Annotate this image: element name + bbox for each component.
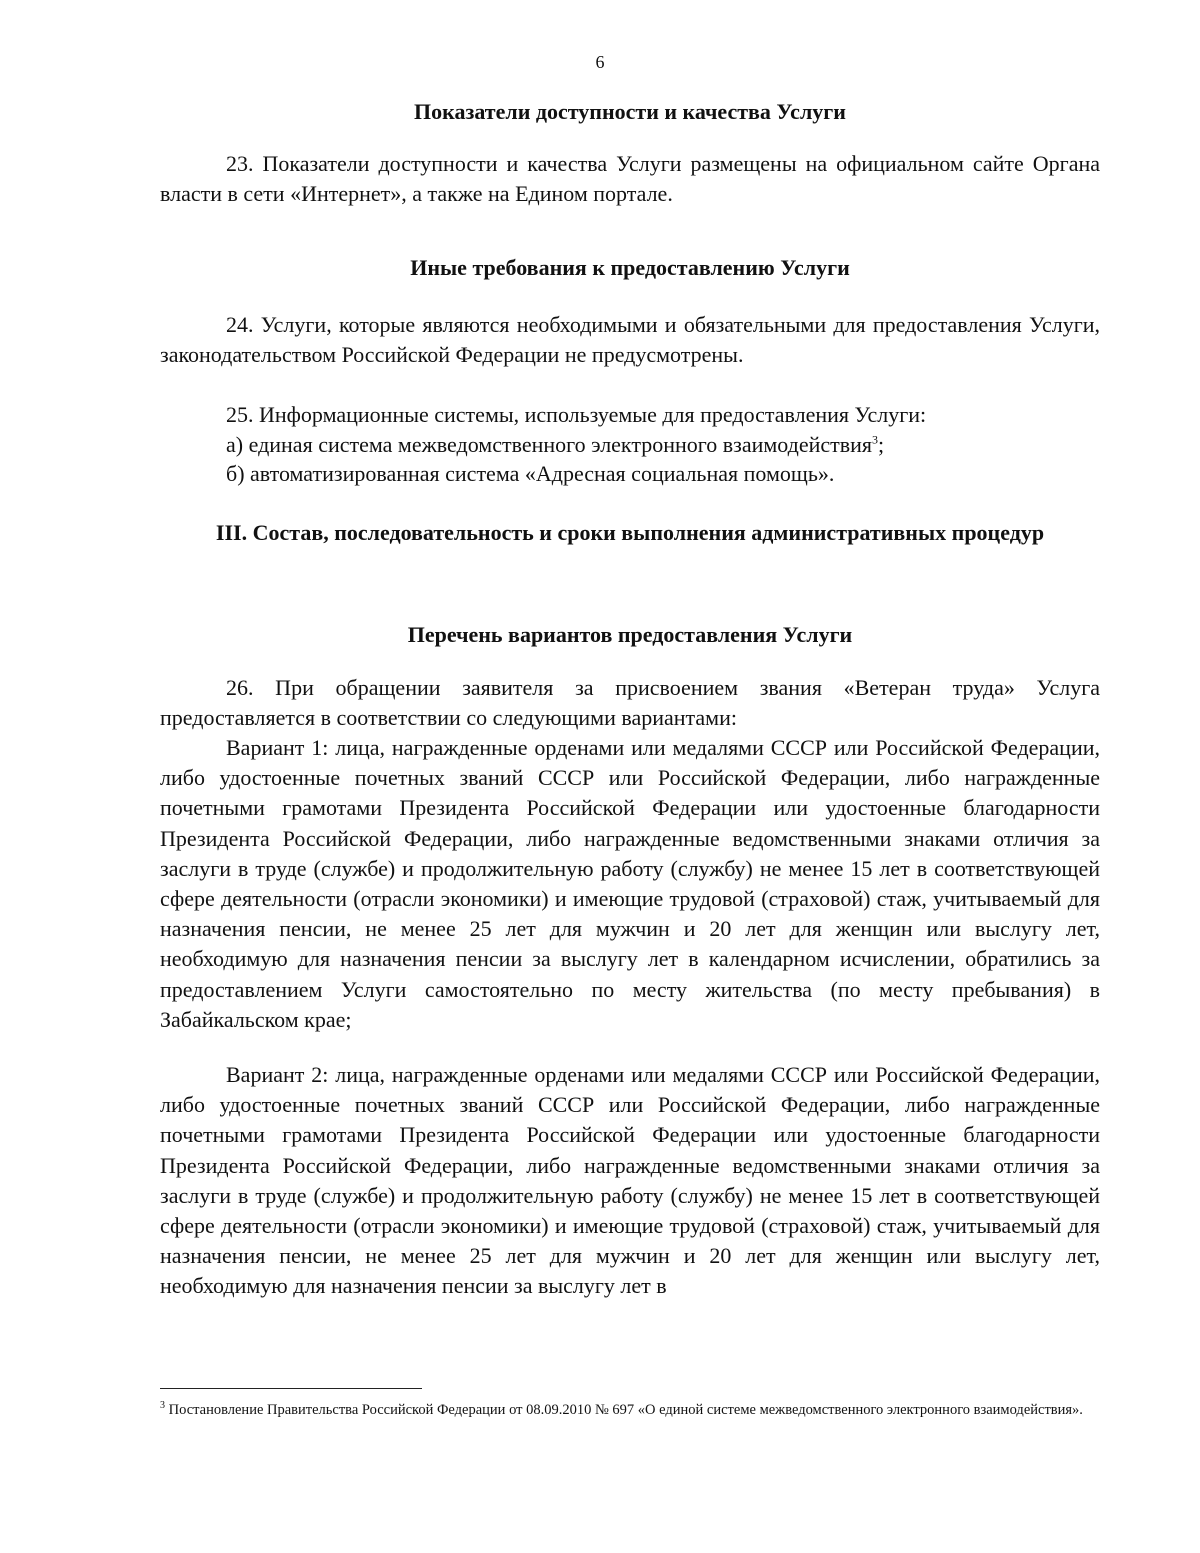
paragraph-24: 24. Услуги, которые являются необходимыми и обязательными для предоставления Услуги, законодательством Российской Федерации не предусмотрены. — [160, 312, 1100, 368]
page-number: 6 — [595, 52, 605, 72]
footnote-ref: 3 — [872, 432, 879, 447]
heading-section-iii: III. Состав, последовательность и сроки выполнения административных процедур — [215, 520, 1045, 545]
paragraph-25: 25. Информационные системы, используемые для предоставления Услуги: — [226, 402, 927, 427]
footnote-text: Постановление Правительства Российской Федерации от 08.09.2010 № 697 «О единой системе межведомственного электронного взаимодействия». — [165, 1402, 1083, 1418]
heading-other-requirements: Иные требования к предоставлению Услуги — [410, 255, 850, 280]
footnote-separator — [160, 1388, 422, 1389]
heading-availability-quality: Показатели доступности и качества Услуги — [414, 99, 846, 124]
paragraph-23: 23. Показатели доступности и качества Услуги размещены на официальном сайте Органа власти в сети «Интернет», а также на Едином портале. — [160, 151, 1100, 207]
variant-2: Вариант 2: лица, награжденные орденами или медалями СССР или Российской Федерации, либо удостоенные почетных званий СССР или Российской Федерации, либо награжденные почетными грамотами Президента Российской Федерации или удостоенные благодарности Президента Российской Федерации, либо награжденные ведомственными знаками отличия за заслуги в труде (службе) и продолжительную работу (службу) не менее 15 лет в соответствующей сфере деятельности (отрасли экономики) и имеющие трудовой (страховой) стаж, учитываемый для назначения пенсии, не менее 25 лет для мужчин и 20 лет для женщин или выслугу лет, необходимую для назначения пенсии за выслугу лет в — [160, 1062, 1100, 1299]
footnote — [160, 1400, 1100, 1420]
paragraph-25a-end: ; — [878, 432, 885, 457]
heading-variants-list: Перечень вариантов предоставления Услуги — [407, 622, 853, 647]
variant-1: Вариант 1: лица, награжденные орденами или медалями СССР или Российской Федерации, либо удостоенные почетных званий СССР или Российской Федерации, либо награжденные почетными грамотами Президента Российской Федерации или удостоенные благодарности Президента Российской Федерации, либо награжденные ведомственными знаками отличия за заслуги в труде (службе) и продолжительную работу (службу) не менее 15 лет в соответствующей сфере деятельности (отрасли экономики) и имеющие трудовой (страховой) стаж, учитываемый для назначения пенсии, не менее 25 лет для мужчин и 20 лет для женщин или выслугу лет, необходимую для назначения пенсии за выслугу лет в календарном исчислении, обратились за предоставлением Услуги самостоятельно по месту жительства (по месту пребывания) в Забайкальском крае; — [160, 735, 1100, 1032]
paragraph-25a-text: а) единая система межведомственного электронного взаимодействия — [226, 432, 873, 457]
footnote-marker: 3 — [160, 1400, 165, 1412]
paragraph-25b: б) автоматизированная система «Адресная социальная помощь». — [226, 461, 835, 486]
paragraph-26: 26. При обращении заявителя за присвоением звания «Ветеран труда» Услуга предоставляется в соответствии со следующими вариантами: — [160, 675, 1100, 731]
paragraph-25a — [160, 430, 1100, 460]
